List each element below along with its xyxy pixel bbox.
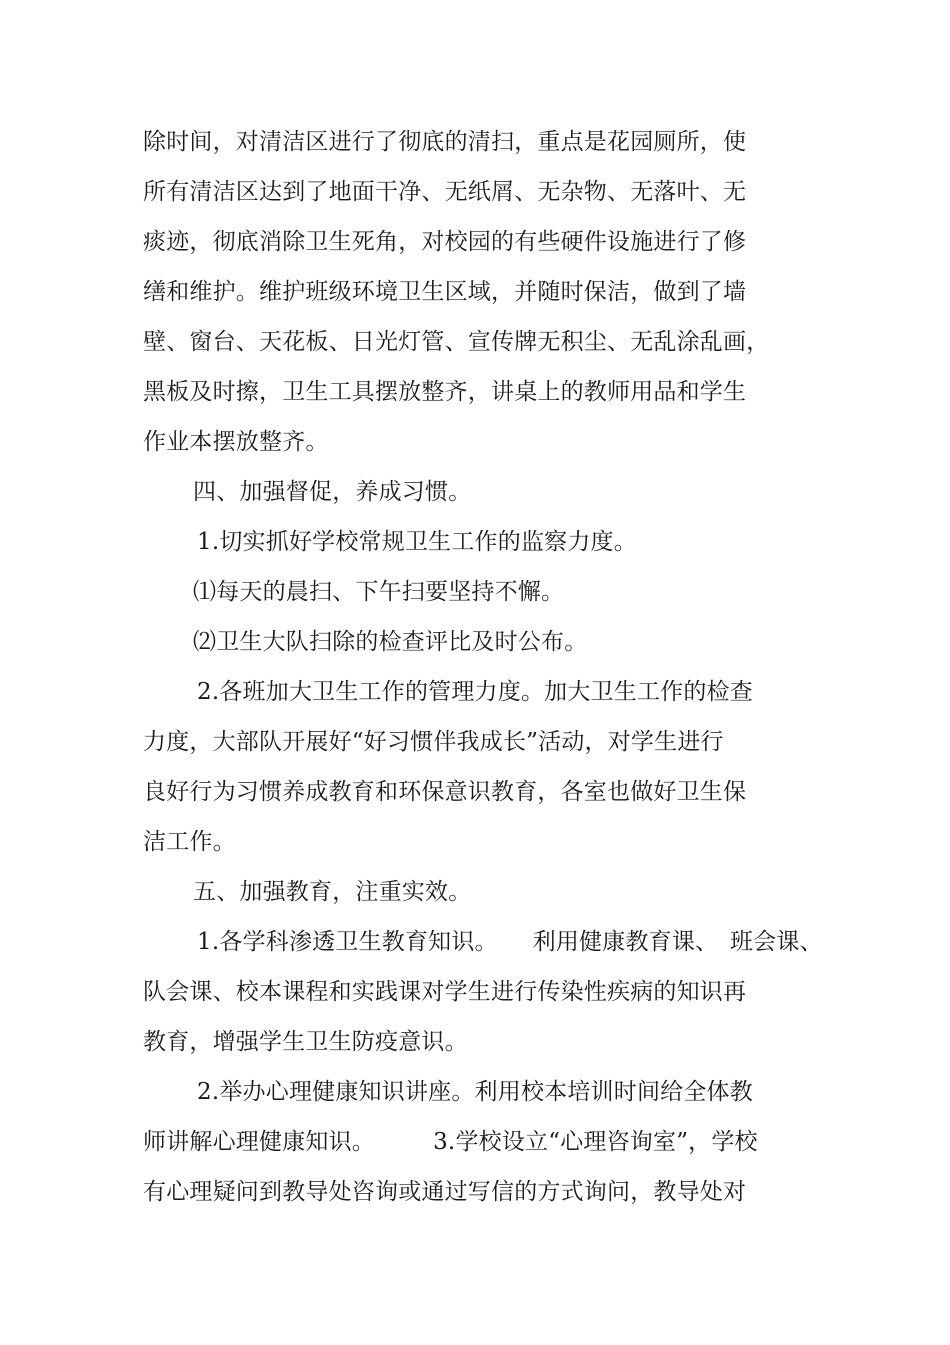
paragraph-line: 作业本摆放整齐。 <box>143 429 329 455</box>
paragraph-line: 痰迹，彻底消除卫生死角，对校园的有些硬件设施进行了修 <box>143 229 747 255</box>
paragraph-line: 所有清洁区达到了地面干净、无纸屑、无杂物、无落叶、无 <box>143 179 747 205</box>
paragraph-line: 黑板及时擦，卫生工具摆放整齐，讲桌上的教师用品和学生 <box>143 379 747 405</box>
paragraph-line: 除时间，对清洁区进行了彻底的清扫，重点是花园厕所，使 <box>143 129 747 155</box>
paragraph-line: 教育，增强学生卫生防疫意识。 <box>143 1029 468 1055</box>
paragraph-line: 力度，大部队开展好“好习惯伴我成长”活动，对学生进行 <box>143 729 724 755</box>
paragraph-line: 洁工作。 <box>143 829 236 855</box>
sub-list-item: ⑵卫生大队扫除的检查评比及时公布。 <box>193 629 588 655</box>
list-item: 1.各学科渗透卫生教育知识。 利用健康教育课、 班会课、 <box>197 929 823 955</box>
list-item: 2.各班加大卫生工作的管理力度。加大卫生工作的检查 <box>197 679 753 705</box>
paragraph-line: 师讲解心理健康知识。 3.学校设立“心理咨询室”，学校 <box>143 1129 758 1155</box>
sub-list-item: ⑴每天的晨扫、下午扫要坚持不懈。 <box>193 579 565 605</box>
paragraph-line: 缮和维护。维护班级环境卫生区域，并随时保洁，做到了墙 <box>143 279 747 305</box>
section-heading: 五、加强教育，注重实效。 <box>193 879 472 905</box>
paragraph-line: 队会课、校本课程和实践课对学生进行传染性疾病的知识再 <box>143 979 747 1005</box>
paragraph-line: 壁、窗台、天花板、日光灯管、宣传牌无积尘、无乱涂乱画， <box>143 329 770 355</box>
paragraph-line: 有心理疑问到教导处咨询或通过写信的方式询问，教导处对 <box>143 1179 747 1205</box>
section-heading: 四、加强督促，养成习惯。 <box>193 479 472 505</box>
list-item: 1.切实抓好学校常规卫生工作的监察力度。 <box>197 529 637 555</box>
list-item: 2.举办心理健康知识讲座。利用校本培训时间给全体教 <box>197 1079 753 1105</box>
paragraph-line: 良好行为习惯养成教育和环保意识教育，各室也做好卫生保 <box>143 779 747 805</box>
